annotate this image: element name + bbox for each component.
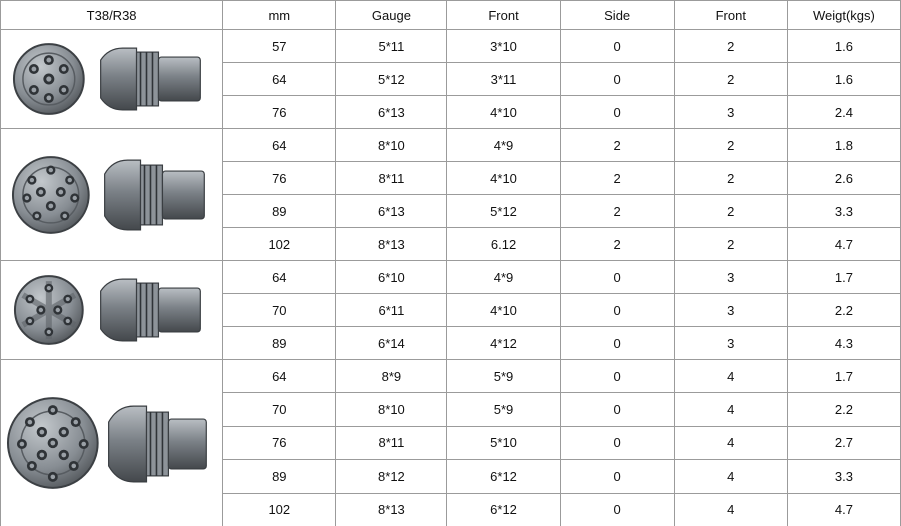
cell-side: 2 xyxy=(560,162,674,195)
cell-gauge: 5*12 xyxy=(336,63,447,96)
cell-gauge: 8*12 xyxy=(336,460,447,493)
cell-side: 2 xyxy=(560,228,674,261)
cell-front2: 3 xyxy=(674,96,787,129)
cell-front: 3*10 xyxy=(447,30,560,63)
cell-weight: 2.4 xyxy=(787,96,900,129)
drill-bit-image-cell-4 xyxy=(1,360,223,526)
cell-gauge: 8*10 xyxy=(336,393,447,426)
cell-front: 5*9 xyxy=(447,360,560,393)
header-cell-mm: mm xyxy=(223,1,336,30)
cell-weight: 1.6 xyxy=(787,63,900,96)
cell-front: 4*10 xyxy=(447,162,560,195)
cell-mm: 64 xyxy=(223,129,336,162)
cell-gauge: 6*11 xyxy=(336,294,447,327)
cell-side: 0 xyxy=(560,493,674,526)
drill-bit-icon-2 xyxy=(1,130,222,260)
cell-mm: 102 xyxy=(223,493,336,526)
cell-gauge: 5*11 xyxy=(336,30,447,63)
drill-bit-image-cell-3 xyxy=(1,261,223,360)
cell-front: 4*9 xyxy=(447,261,560,294)
header-cell-gauge: Gauge xyxy=(336,1,447,30)
header-cell-weight: Weigt(kgs) xyxy=(787,1,900,30)
cell-front2: 2 xyxy=(674,195,787,228)
cell-mm: 89 xyxy=(223,195,336,228)
table-row xyxy=(1,360,901,393)
cell-front2: 4 xyxy=(674,393,787,426)
cell-front2: 2 xyxy=(674,129,787,162)
cell-gauge: 6*13 xyxy=(336,195,447,228)
cell-weight: 1.6 xyxy=(787,30,900,63)
cell-front2: 4 xyxy=(674,460,787,493)
cell-front: 4*9 xyxy=(447,129,560,162)
cell-side: 0 xyxy=(560,460,674,493)
header-row xyxy=(1,1,901,30)
cell-mm: 89 xyxy=(223,460,336,493)
cell-front: 6*12 xyxy=(447,493,560,526)
cell-gauge: 6*10 xyxy=(336,261,447,294)
cell-mm: 89 xyxy=(223,327,336,360)
cell-weight: 1.8 xyxy=(787,129,900,162)
cell-front2: 3 xyxy=(674,294,787,327)
drill-bit-icon-4 xyxy=(1,360,222,526)
header-cell-type: T38/R38 xyxy=(1,1,223,30)
cell-front: 5*9 xyxy=(447,393,560,426)
header-cell-front: Front xyxy=(447,1,560,30)
cell-front2: 4 xyxy=(674,426,787,459)
cell-weight: 2.6 xyxy=(787,162,900,195)
cell-weight: 3.3 xyxy=(787,195,900,228)
cell-gauge: 8*9 xyxy=(336,360,447,393)
drill-bit-icon-1 xyxy=(1,30,222,128)
cell-gauge: 8*13 xyxy=(336,228,447,261)
cell-gauge: 8*11 xyxy=(336,426,447,459)
table-row xyxy=(1,30,901,63)
cell-weight: 3.3 xyxy=(787,460,900,493)
cell-weight: 4.7 xyxy=(787,228,900,261)
cell-mm: 64 xyxy=(223,63,336,96)
cell-weight: 4.7 xyxy=(787,493,900,526)
table-header xyxy=(1,1,901,30)
cell-mm: 76 xyxy=(223,96,336,129)
cell-mm: 57 xyxy=(223,30,336,63)
cell-gauge: 8*10 xyxy=(336,129,447,162)
cell-front: 6*12 xyxy=(447,460,560,493)
cell-weight: 2.2 xyxy=(787,393,900,426)
cell-gauge: 6*13 xyxy=(336,96,447,129)
cell-weight: 1.7 xyxy=(787,360,900,393)
cell-front2: 4 xyxy=(674,493,787,526)
cell-side: 0 xyxy=(560,261,674,294)
cell-gauge: 8*11 xyxy=(336,162,447,195)
drill-bit-image-cell-2 xyxy=(1,129,223,261)
cell-front2: 3 xyxy=(674,261,787,294)
cell-side: 0 xyxy=(560,96,674,129)
table-body xyxy=(1,30,901,526)
cell-front2: 2 xyxy=(674,162,787,195)
cell-side: 0 xyxy=(560,327,674,360)
cell-mm: 70 xyxy=(223,294,336,327)
cell-weight: 1.7 xyxy=(787,261,900,294)
cell-mm: 76 xyxy=(223,162,336,195)
cell-front: 5*12 xyxy=(447,195,560,228)
cell-gauge: 8*13 xyxy=(336,493,447,526)
drill-bit-icon-3 xyxy=(1,261,222,359)
cell-front: 4*12 xyxy=(447,327,560,360)
header-cell-front2: Front xyxy=(674,1,787,30)
cell-side: 0 xyxy=(560,63,674,96)
cell-front: 3*11 xyxy=(447,63,560,96)
cell-gauge: 6*14 xyxy=(336,327,447,360)
cell-side: 0 xyxy=(560,294,674,327)
table-row xyxy=(1,261,901,294)
cell-front: 4*10 xyxy=(447,294,560,327)
cell-side: 2 xyxy=(560,195,674,228)
cell-front: 5*10 xyxy=(447,426,560,459)
cell-side: 0 xyxy=(560,426,674,459)
cell-front2: 3 xyxy=(674,327,787,360)
cell-side: 2 xyxy=(560,129,674,162)
cell-weight: 4.3 xyxy=(787,327,900,360)
cell-weight: 2.2 xyxy=(787,294,900,327)
table-row xyxy=(1,129,901,162)
cell-front2: 2 xyxy=(674,30,787,63)
cell-side: 0 xyxy=(560,30,674,63)
cell-front: 4*10 xyxy=(447,96,560,129)
cell-front2: 2 xyxy=(674,228,787,261)
header-cell-side: Side xyxy=(560,1,674,30)
drill-bit-image-cell-1 xyxy=(1,30,223,129)
cell-side: 0 xyxy=(560,360,674,393)
cell-mm: 64 xyxy=(223,261,336,294)
cell-mm: 102 xyxy=(223,228,336,261)
cell-mm: 70 xyxy=(223,393,336,426)
cell-weight: 2.7 xyxy=(787,426,900,459)
cell-side: 0 xyxy=(560,393,674,426)
cell-front2: 4 xyxy=(674,360,787,393)
cell-mm: 64 xyxy=(223,360,336,393)
cell-front2: 2 xyxy=(674,63,787,96)
cell-mm: 76 xyxy=(223,426,336,459)
cell-front: 6.12 xyxy=(447,228,560,261)
